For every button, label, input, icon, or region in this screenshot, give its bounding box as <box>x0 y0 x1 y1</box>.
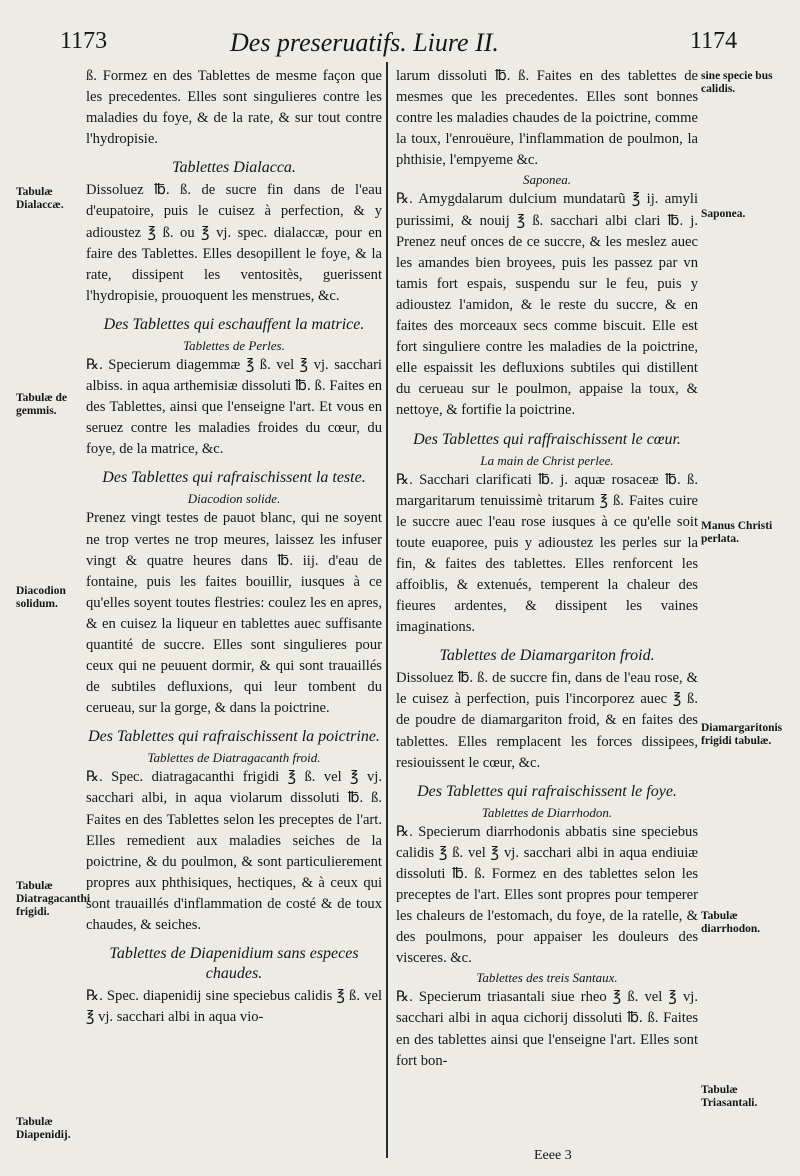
right-heading: Tablettes des treis Santaux. <box>476 970 618 986</box>
margin-note-manus-christi: Manus Christi perlata. <box>701 520 773 545</box>
margin-note-gemmis: Tabulæ de gemmis. <box>16 392 68 417</box>
left-heading: Des Tablettes qui rafraischissent la teste. <box>102 469 366 487</box>
margin-note-diamargariton: Diamargaritonis frigidi tabulæ. <box>701 722 783 747</box>
right-paragraph: ℞. Specierum diarrhodonis abbatis sine speciebus calidis ℥ ß. vel ℥ vj. sacchari albi in aqua endiuiæ dissoluti ℔. ß. Formez en des tablettes selon les preceptes de l'art. Elles sont propres pour temperer les chaleurs de l'estomach, du foye, de la ratelle, & des poulmons, pour appaiser les douleurs des visceres. &c. <box>396 823 698 967</box>
right-heading: Tablettes de Diarrhodon. <box>481 804 613 820</box>
right-paragraph: larum dissoluti ℔. ß. Faites en des tablettes de mesmes que les precedentes. Elles sont bonnes contre les maladies chaudes de la poictrine, comme la toux, l'enrouëure, l'inflammation de poulmon, la phthisie, l'empyeme &c. <box>396 68 698 169</box>
margin-note-diapenidij: Tabulæ Diapenidij. <box>16 1116 71 1141</box>
column-divider <box>386 62 388 1158</box>
left-paragraph: Prenez vingt testes de pauot blanc, qui ne soyent ne trop vertes ne trop meures, laissez les infuser vingt & quatre heures dans ℔. iij. d'eau de fontaine, puis les faites bouillir, iusques à ce qu'elles soyent toutes flestries: coulez les en apres, & en cuisez la liqueur en tablettes auec suffisante quantité de succre. Elles sont singulieres pour ceux qui ne peuuent dormir, & qui sont trauaillés de subtiles defluxions, qui leur tombent du cerueau, sur la gorge, & dans la poictrine. <box>86 510 382 717</box>
left-heading: Tablettes Dialacca. <box>172 159 296 177</box>
left-paragraph: ℞. Specierum diagemmæ ℥ ß. vel ℥ vj. sacchari albiss. in aqua arthemisiæ dissoluti ℔. ß. Faites en des Tablettes, ainsi que l'enseigne l'art. Et vous en seruez contre les maladies froides du cœur, du foye, de la matrice, &c. <box>86 356 382 458</box>
left-heading: Tablettes de Perles. <box>183 337 285 353</box>
left-heading: Des Tablettes qui eschauffent la matrice. <box>103 315 365 333</box>
right-paragraph: ℞. Amygdalarum dulcium mundatarũ ℥ ij. amyli purissimi, & nouij ℥ ß. sacchari albi clari ℔. j. Prenez neuf onces de ce succre, & les meslez auec les amandes bien broyees, puis les passez par vn tamis fort espais, suspendu sur le feu, puis y adioustez l'amidon, & le reste du succre, & en faites des morceaux secs comme biscuit. Elle est fort singuliere contre les maladies de la poictrine, elle espaissit les defluxions subtiles qui distillent du cerueau sur le poulmon, appaise la toux, & nettoye, & fortifie la poictrine. <box>396 191 698 419</box>
left-text-column <box>86 66 382 1158</box>
signature-mark: Eeee 3 <box>534 1148 572 1163</box>
left-paragraph: Dissoluez ℔. ß. de sucre fin dans de l'eau d'eupatoire, puis le cuisez à perfection, & y adioustez ℥ ß. ou ℥ vj. spec. dialaccæ, pour en faire des Tablettes. Elles desopillent le foye, & la rate, dissipent les ventositès, guerissent l'hydropisie, prouoquent les menstrues, &c. <box>86 182 382 304</box>
margin-note-saponea: Saponea. <box>701 208 746 220</box>
margin-note-diarrhodon: Tabulæ diarrhodon. <box>701 910 761 935</box>
right-heading: Saponea. <box>522 172 572 188</box>
left-heading: Tablettes de Diapenidium sans especes chaudes. <box>109 945 359 983</box>
page-number-left: 1173 <box>60 28 108 54</box>
margin-note-diatragacanthi: Tabulæ Diatragacanthi frigidi. <box>16 880 91 918</box>
left-heading: Diacodion solide. <box>187 491 281 507</box>
running-title: Des preseruatifs. Liure II. <box>230 28 499 57</box>
margin-note-triasantali: Tabulæ Triasantali. <box>701 1084 758 1109</box>
right-heading: Des Tablettes qui rafraischissent le foye. <box>417 782 677 800</box>
left-paragraph: ℞. Spec. diatragacanthi frigidi ℥ ß. vel ℥ vj. sacchari albi, in aqua violarum dissoluti ℔. ß. Faites en des Tablettes selon les preceptes de l'art. Elles remedient aux maladies seiches de la poictrine, & du poulmon, & sont particulierement propres aux phthisiques, hectiques, & à ceux qui sont trauaillés d'inflammation de costé & de toux chaudes, & seiches. <box>86 769 382 933</box>
right-paragraph: Dissoluez ℔. ß. de succre fin, dans de l'eau rose, & le cuisez à perfection, puis l'incorporez auec ℥ ß. de poudre de diamargariton froid, & en faites des tablettes. Elles remplacent les forces dissipees, resiouissent le cœur, &c. <box>396 670 698 771</box>
margin-note-dialaccae: Tabulæ Dialaccæ. <box>16 186 64 211</box>
left-paragraph: ℞. Spec. diapenidij sine speciebus calidis ℥ ß. vel ℥ vj. sacchari albi in aqua vio- <box>86 988 382 1026</box>
margin-note-sine-specie: sine specie bus calidis. <box>701 70 773 95</box>
right-heading: Des Tablettes qui raffraischissent le cœur. <box>413 430 681 448</box>
right-paragraph: ℞. Specierum triasantali siue rheo ℥ ß. vel ℥ vj. sacchari albi in aqua cichorij dissoluti ℔. ß. Faites en des tablettes ainsi que l'enseigne l'art. Elles sont fort bon- <box>396 989 698 1069</box>
left-paragraph: ß. Formez en des Tablettes de mesme façon que les precedentes. Elles sont singulieres contre les maladies du foye, & de la rate, & sur tout contre l'hydropisie. <box>86 68 382 148</box>
right-text-column <box>396 66 698 1158</box>
left-heading: Des Tablettes qui rafraischissent la poictrine. <box>88 728 380 746</box>
right-paragraph: ℞. Sacchari clarificati ℔. j. aquæ rosaceæ ℔. ß. margaritarum tenuissimè tritarum ℥ ß. Faites cuire le succre auec l'eau rose iusques à ce qu'elle soit toute euaporee, puis y adioustez les perles sur la fin, & faites des tablettes. Elles renforcent les affoiblis, & extenués, temperent la chaleur des fieures ardentes, & dissipent les vaines imaginations. <box>396 471 698 636</box>
left-heading: Tablettes de Diatragacanth froid. <box>147 750 321 766</box>
right-heading: Tablettes de Diamargariton froid. <box>439 647 655 665</box>
right-heading: La main de Christ perlee. <box>480 452 614 468</box>
margin-note-diacodion: Diacodion solidum. <box>16 585 66 610</box>
page-number-right: 1174 <box>690 28 738 54</box>
